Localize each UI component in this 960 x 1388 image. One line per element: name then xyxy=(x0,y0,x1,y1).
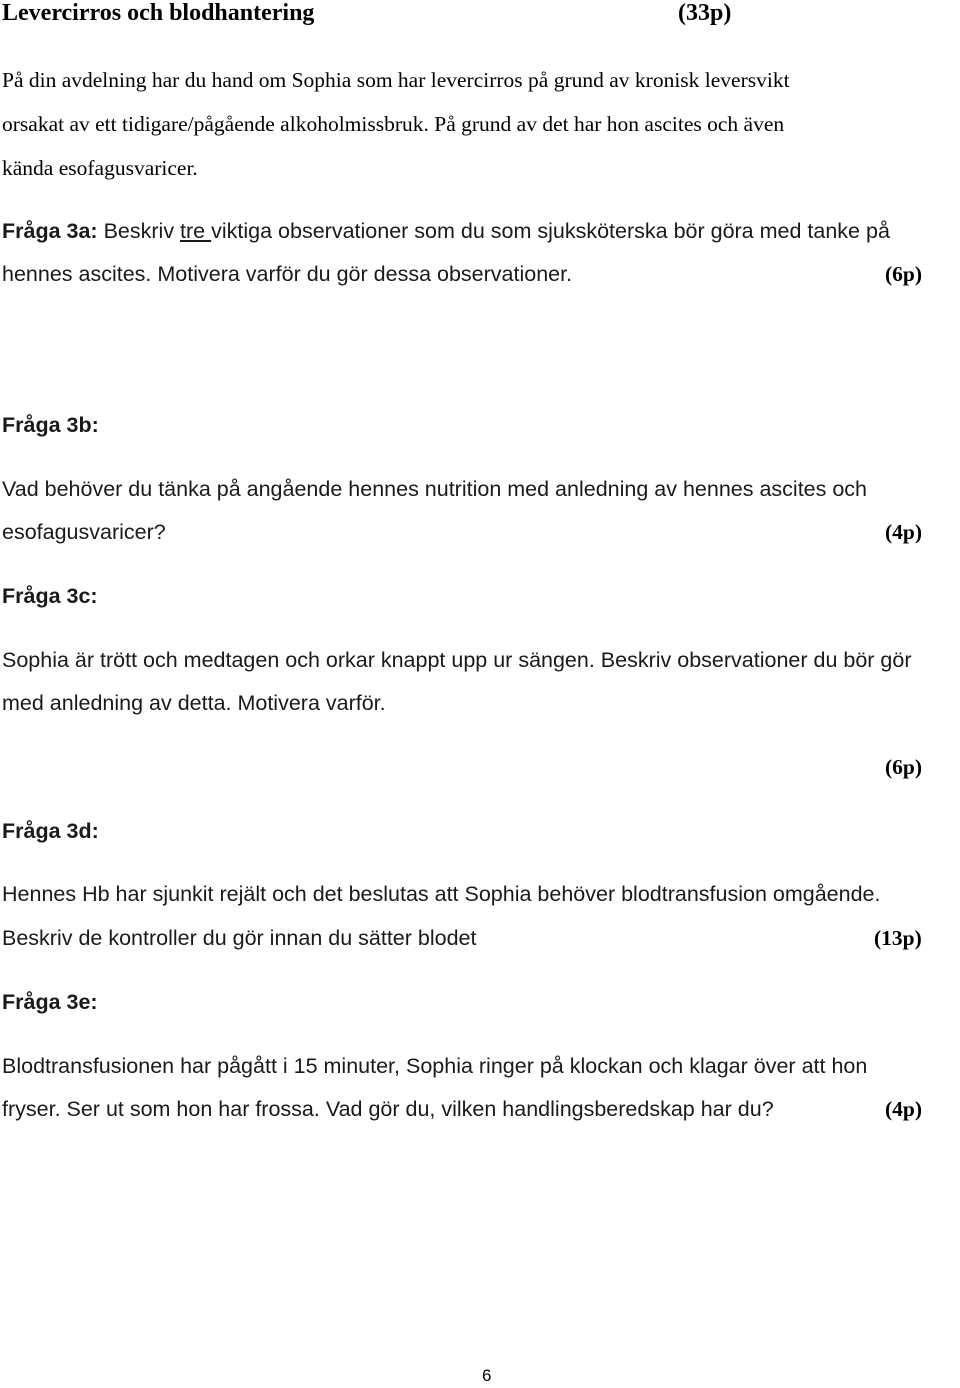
question-3e-line-2: fryser. Ser ut som hon har frossa. Vad gör du, vilken handlingsberedskap har du? xyxy=(2,1097,774,1121)
question-3a-label: Fråga 3a: xyxy=(2,219,98,243)
question-3d-line-1: Hennes Hb har sjunkit rejält och det beslutas att Sophia behöver blodtransfusion omgående. xyxy=(2,882,881,906)
question-3b-line-1: Vad behöver du tänka på angående hennes nutrition med anledning av hennes ascites och xyxy=(2,477,868,501)
page-number: 6 xyxy=(482,1366,492,1385)
question-3b-line-2: esofagusvaricer? xyxy=(2,520,166,544)
question-3c-points: (6p) xyxy=(885,755,923,779)
question-3a-line-1 xyxy=(2,218,890,244)
question-3a-points: (6p) xyxy=(885,262,923,286)
question-3b-label: Fråga 3b: xyxy=(2,413,99,437)
intro-line-2: orsakat av ett tidigare/pågående alkoholmissbruk. På grund av det har hon ascites och även xyxy=(2,112,785,136)
question-3a-text-after: viktiga observationer som du som sjuksköterska bör göra med tanke på xyxy=(211,219,890,243)
intro-line-3: kända esofagusvaricer. xyxy=(2,156,198,180)
intro-line-1: På din avdelning har du hand om Sophia som har levercirros på grund av kronisk leversvikt xyxy=(2,68,790,92)
page-title: Levercirros och blodhantering xyxy=(2,0,315,26)
question-3c-label: Fråga 3c: xyxy=(2,584,98,608)
question-3e-line-1: Blodtransfusionen har pågått i 15 minuter, Sophia ringer på klockan och klagar över att hon xyxy=(2,1054,868,1078)
question-3d-label: Fråga 3d: xyxy=(2,819,99,843)
question-3a-line-2: hennes ascites. Motivera varför du gör dessa observationer. xyxy=(2,262,573,286)
title-points: (33p) xyxy=(678,0,732,26)
question-3a-text-before: Beskriv xyxy=(97,219,181,243)
question-3e-points: (4p) xyxy=(885,1097,923,1121)
question-3c-line-2: med anledning av detta. Motivera varför. xyxy=(2,691,386,715)
question-3e-label: Fråga 3e: xyxy=(2,990,98,1014)
question-3b-points: (4p) xyxy=(885,520,923,544)
question-3d-line-2: Beskriv de kontroller du gör innan du sätter blodet xyxy=(2,926,477,950)
question-3c-line-1: Sophia är trött och medtagen och orkar knappt upp ur sängen. Beskriv observationer du bör gör xyxy=(2,648,912,672)
question-3a-underlined: tre xyxy=(180,219,212,243)
question-3d-points: (13p) xyxy=(874,926,922,950)
